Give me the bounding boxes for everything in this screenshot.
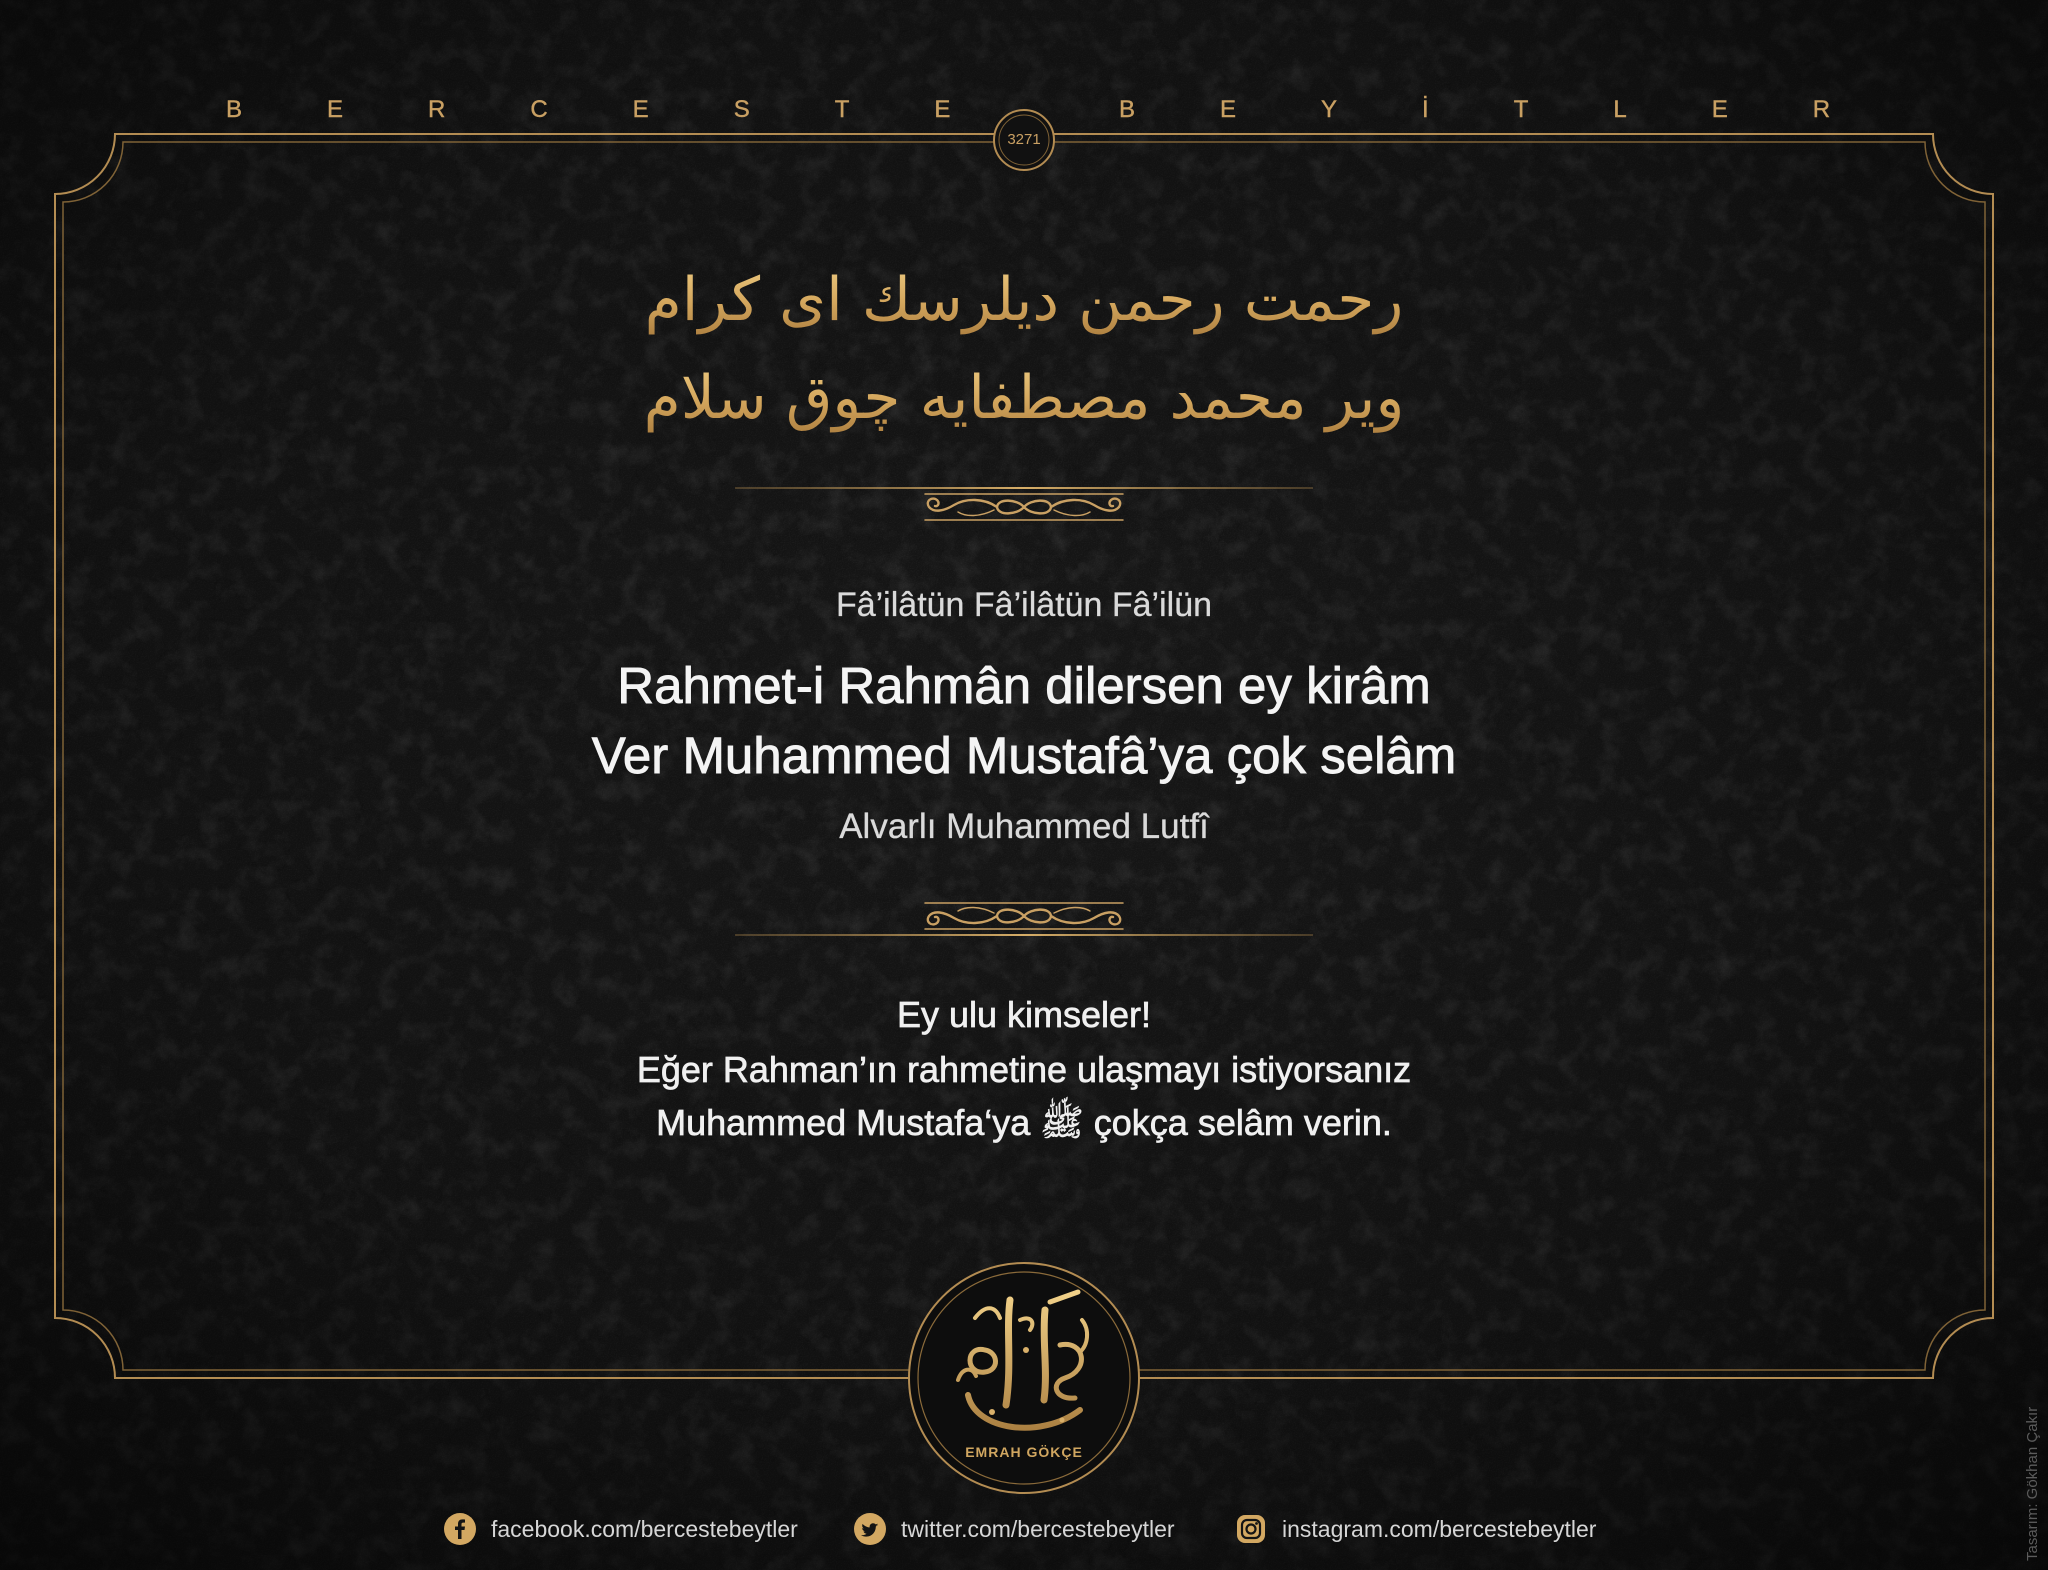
ottoman-line-2: ویر محمد مصطفایه چوق سلام <box>0 356 2048 440</box>
social-facebook <box>444 1513 798 1545</box>
poem-line-2: Ver Muhammed Mustafâ’ya çok selâm <box>591 727 1457 784</box>
social-instagram-text: instagram.com/bercestebeytler <box>1282 1516 1597 1542</box>
social-twitter-text: twitter.com/bercestebeytler <box>901 1516 1175 1542</box>
instagram-icon <box>1235 1513 1267 1545</box>
poem-meter: Fâ’ilâtün Fâ’ilâtün Fâ’ilün <box>835 586 1213 624</box>
social-instagram <box>1235 1513 1596 1545</box>
logo-name: EMRAH GÖKÇE <box>965 1444 1083 1460</box>
header-title-right: BEYİTLER <box>1119 96 1916 123</box>
poem-line-1: Rahmet-i Rahmân dilersen ey kirâm <box>617 657 1431 714</box>
social-facebook-text: facebook.com/bercestebeytler <box>491 1516 798 1542</box>
twitter-icon <box>854 1513 886 1545</box>
explanation-line-1: Ey ulu kimseler! <box>896 994 1152 1035</box>
verse-number: 3271 <box>1007 131 1041 148</box>
social-twitter <box>854 1513 1175 1545</box>
ottoman-line-1: رحمت رحمن دیلرسك ای كرام <box>0 258 2048 342</box>
explanation-line-2: Eğer Rahman’ın rahmetine ulaşmayı istiyorsanız <box>636 1049 1412 1090</box>
header-title-left: BERCESTE <box>226 96 1036 123</box>
designer-credit: Tasarım: Gökhan Çakır <box>2024 1406 2041 1561</box>
explanation-line-3: Muhammed Mustafa‘ya ﷺ çokça selâm verin. <box>656 1102 1392 1143</box>
facebook-icon <box>444 1513 476 1545</box>
poet-name: Alvarlı Muhammed Lutfî <box>839 807 1209 846</box>
